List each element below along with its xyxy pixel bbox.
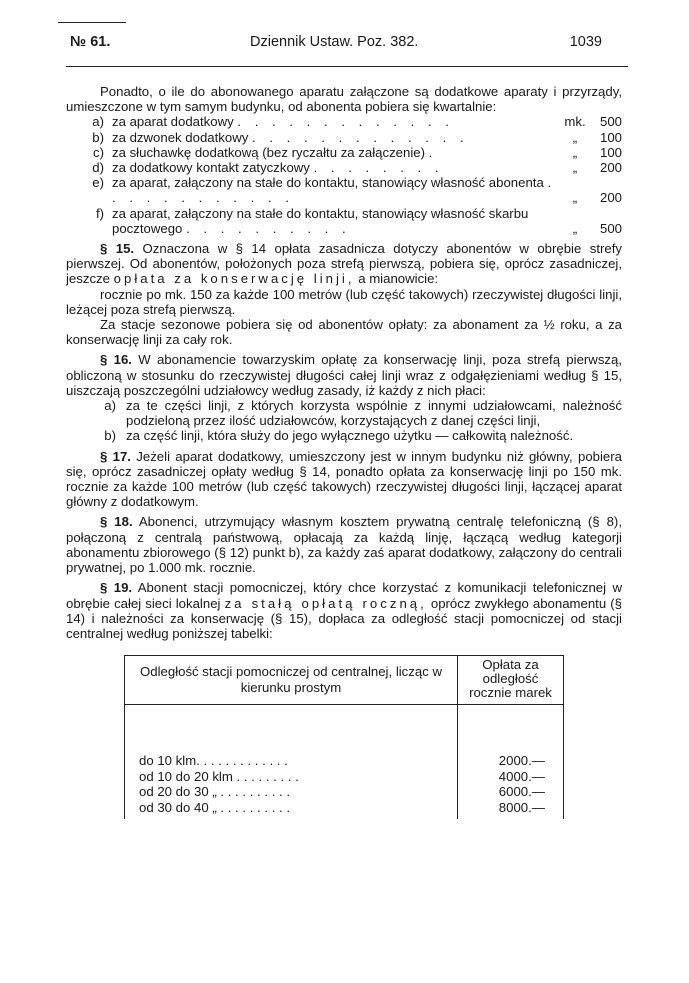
intro-paragraph: Ponadto, o ile do abonowanego aparatu załączone są dodatkowe aparaty i przyrządy, umieszczone w tym samym budynku, od abonenta pobiera się kwartalnie: <box>66 84 622 115</box>
table-row-fee: 2000.— <box>498 753 545 769</box>
table-row-distance: do 10 klm. . . . . . . . . . . . . <box>139 753 288 769</box>
header-rule <box>66 66 628 67</box>
section-15-rate: rocznie po mk. 150 za każde 100 metrów (lub część takowych) rzeczywistej długości linji, leżącej poza strefą pierwszą. <box>66 286 622 317</box>
leader-dots: . . . . . . . . . . . . . <box>237 114 454 130</box>
fee-list <box>66 114 622 236</box>
table-row-distance: od 30 do 40 „ . . . . . . . . . . <box>139 799 291 815</box>
section-18: § 18. Abonenci, utrzymujący własnym kosztem prywatną centralę telefoniczną (§ 8), połączoną z centralą państwową, opłacają za każdą linję, łączącą według kategorji abonamentu zbiorowego (§ 12) punkt b), za każdy zaś aparat dodatkowy, załączony do centrali prywatnej, po 1.000 mk. rocznie. <box>66 514 622 576</box>
section-15: § 15. Oznaczona w § 14 opłata zasadnicza dotyczy abonentów w obrębie strefy pierwszej. Od abonentów, położonych poza strefą pierwszą, pobiera się, oprócz zasadniczej, jeszcze opłata za konserwację linji, a mianowicie: <box>66 241 622 287</box>
fee-item-d: d) za dodatkowy kontakt zatyczkowy . . . . . . . . „ 200 <box>92 160 622 176</box>
section-15-seasonal: Za stacje sezonowe pobiera się od abonentów opłaty: za abonament za ½ roku, a za konserwację linji za cały rok. <box>66 317 622 348</box>
page-header <box>70 34 630 58</box>
table-row-fee: 8000.— <box>498 799 545 815</box>
leader-dots: . . . . . . . . . . . . <box>112 175 557 206</box>
fee-column <box>458 705 564 820</box>
table-row-distance: od 10 do 20 klm . . . . . . . . . <box>139 768 299 784</box>
section-16-item-a: a) za te części linji, z których korzysta wspólnie z innymi udziałowcami, należność podzieloną przez ilość udziałowców, korzystających z danej części linji, <box>104 398 622 429</box>
section-label: § 19. <box>100 580 133 596</box>
journal-title: Dziennik Ustaw. Poz. 382. <box>250 34 419 50</box>
table-row-distance: od 20 do 30 „ . . . . . . . . . . <box>139 784 291 800</box>
fee-item-c: c) za słuchawkę dodatkową (bez ryczałtu za załączenie) . „ 100 <box>93 144 622 160</box>
leader-dots: . <box>428 144 438 160</box>
issue-number: № 61. <box>70 34 111 50</box>
document-body <box>66 84 622 819</box>
fee-item-b: b) za dzwonek dodatkowy . . . . . . . . . . . . . „ 100 <box>92 129 622 145</box>
section-16: § 16. W abonamencie towarzyskim opłatę za konserwację linji, poza strefą pierwszą, obliczoną w stosunku do rzeczywistej długości całej linji wraz z odgałęzieniami według § 15, uiszczają poszczególni udziałowcy według zasady, iż każdy z nich płaci: <box>66 352 622 398</box>
fee-item-f: f) za aparat, załączony na stałe do kontaktu, stanowiący własność skarbu pocztowego . . . . . . . . . . „ 500 <box>95 205 622 236</box>
section-16-item-b: b) za część linji, która służy do jego wyłącznego użytku — całkowitą należność. <box>104 428 574 444</box>
table-row-fee: 4000.— <box>498 768 545 784</box>
spaced-text: opłata za konserwację linji, <box>113 271 355 287</box>
leader-dots: . . . . . . . . <box>313 160 444 176</box>
distance-fee-table <box>124 655 564 819</box>
section-17: § 17. Jeżeli aparat dodatkowy, umieszczony jest w innym budynku niż główny, pobiera się, oprócz zasadniczej opłaty według § 14, ponadto opłata za konserwację linji po 150 mk. rocznie za każde 100 metrów (lub część takowych) rzeczywistej długości linji, łączącej aparat główny z dodatkowym. <box>66 448 622 510</box>
spaced-text: za stałą opłatą roczną, <box>224 595 427 611</box>
col-header-distance: Odległość stacji pomocniczej od centralnej, licząc w kierunku prostym <box>125 656 458 705</box>
leader-dots: . . . . . . . . . . . . . <box>252 129 469 145</box>
col-header-fee: Opłata za odległość rocznie marek <box>458 656 564 705</box>
fee-item-e: e) za aparat, załączony na stałe do kontaktu, stanowiący własność abonenta . . . . . . . . . . . . „ 200 <box>92 175 622 206</box>
distance-column <box>125 705 458 820</box>
leader-dots: . . . . . . . . . . <box>186 220 351 236</box>
section-label: § 17. <box>100 448 131 464</box>
section-label: § 15. <box>100 241 135 257</box>
fee-item-a: a) za aparat dodatkowy . . . . . . . . . . . . . mk. 500 <box>92 114 622 130</box>
table-row-fee: 6000.— <box>498 784 545 800</box>
section-19: § 19. Abonent stacji pomocniczej, który chce korzystać z komunikacji telefonicznej w obrębie całej sieci lokalnej za stałą opłatą roczną, oprócz zwykłego abonamentu (§ 14) i należności za konserwację (§ 15), dopłaca za odległość stacji pomocniczej od stacji centralnej według poniższej tabelki: <box>66 580 622 641</box>
top-rule <box>58 22 126 23</box>
section-label: § 16. <box>100 352 132 368</box>
section-label: § 18. <box>100 514 133 530</box>
page-number: 1039 <box>569 34 602 50</box>
